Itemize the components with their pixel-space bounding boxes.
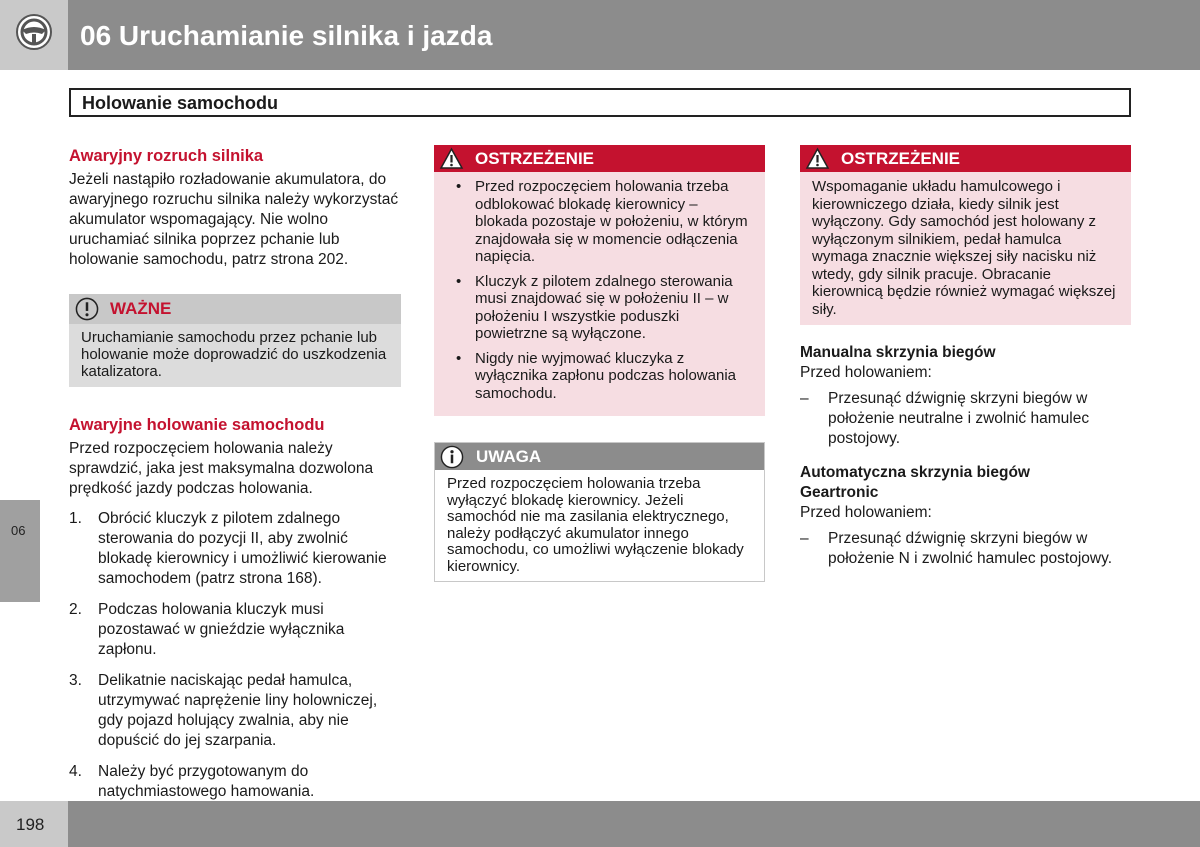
auto-intro: Przed holowaniem: (800, 504, 932, 521)
section-title: Holowanie samochodu (82, 93, 279, 113)
list-item: – Przesunąć dźwignię skrzyni biegów w położenie N i zwolnić hamulec postojowy. (800, 529, 1131, 569)
column-2 (434, 145, 765, 582)
info-icon (440, 445, 464, 469)
warning-triangle-icon (439, 147, 464, 170)
note-bar (435, 443, 764, 470)
step-text: Delikatnie naciskając pedał hamulca, utrzymywać naprężenie liny holowniczej, gdy pojazd holujący zwalnia, aby nie dopuścić do jej szarpania. (98, 672, 378, 749)
steering-wheel-icon (14, 12, 54, 52)
warning-body (434, 172, 765, 416)
warning-text: Wspomaganie układu hamulcowego i kierowniczego działa, kiedy silnik jest wyłączony. Gdy samochód jest holowany z wyłączonym silnikiem, pedał hamulca wymaga znacznie większej siły nacisku niż wtedy, gdy silnik pracuje. Obracanie kierownicą będzie również wymagać większej siły. (812, 178, 1116, 318)
towing-steps-list (69, 509, 401, 802)
column-1 (69, 146, 401, 813)
step-number: 2. (69, 601, 82, 618)
warning-bar (800, 145, 1131, 172)
important-bar (69, 294, 401, 324)
paragraph-emergency-towing: Przed rozpoczęciem holowania należy sprawdzić, jaka jest maksymalna dozwolona prędkość jazdy podczas holowania. (69, 440, 374, 497)
list-item (69, 509, 401, 589)
step-number: 4. (69, 763, 82, 780)
section-title-box (69, 88, 1131, 117)
step-text: Obrócić kluczyk z pilotem zdalnego sterowania do pozycji II, aby zwolnić blokadę kierownicy i umożliwić kierowanie samochodem (patrz strona 168). (98, 510, 387, 587)
note-text: Przed rozpoczęciem holowania trzeba wyłączyć blokadę kierownicy. Jeżeli samochód nie ma zasilania elektrycznego, należy podłączyć akumulator innego samochodu, co umożliwi wyłączenie blokady kierownicy. (447, 475, 744, 575)
auto-steps (800, 529, 1131, 569)
page-number: 198 (16, 815, 45, 834)
warning-triangle-icon (805, 147, 830, 170)
chapter-side-tab (0, 500, 40, 602)
warning-bar (434, 145, 765, 172)
column-3 (800, 145, 1131, 569)
heading-emergency-start: Awaryjny rozruch silnika (69, 147, 264, 165)
exclamation-icon (75, 297, 99, 321)
chapter-side-tab-label: 06 (11, 523, 26, 538)
list-item: – Przesunąć dźwignię skrzyni biegów w położenie neutralne i zwolnić hamulec postojowy. (800, 389, 1131, 449)
list-item (69, 600, 401, 660)
heading-manual-gearbox: Manualna skrzynia biegów (800, 344, 996, 361)
step-number: 3. (69, 672, 82, 689)
footer-bar (68, 801, 1200, 847)
warning-label: OSTRZEŻENIE (475, 149, 595, 168)
manual-intro: Przed holowaniem: (800, 364, 932, 381)
heading-automatic-gearbox: Automatyczna skrzynia biegów (800, 464, 1030, 481)
warning-label: OSTRZEŻENIE (841, 149, 961, 168)
manual-steps (800, 389, 1131, 449)
note-label: UWAGA (476, 447, 542, 466)
warning-box-1 (434, 145, 765, 416)
list-item (69, 671, 401, 751)
paragraph-emergency-start: Jeżeli nastąpiło rozładowanie akumulatora, do awaryjnego rozruchu silnika należy wykorzystać akumulator wspomagający. Nie wolno uruchamiać silnika poprzez pchanie lub holowanie samochodu, patrz strona 202. (69, 171, 399, 268)
step-number: 1. (69, 510, 82, 527)
step-text: Podczas holowania kluczyk musi pozostawać w gnieździe wyłącznika zapłonu. (98, 601, 345, 658)
important-box (69, 294, 401, 387)
step-text: Należy być przygotowanym do natychmiastowego hamowania. (98, 763, 315, 800)
chapter-title: 06 Uruchamianie silnika i jazda (80, 20, 493, 51)
note-box (434, 442, 765, 582)
important-text: Uruchamianie samochodu przez pchanie lub holowanie może doprowadzić do uszkodzenia katalizatora. (81, 329, 387, 380)
list-item: • Nigdy nie wyjmować kluczyka z wyłącznika zapłonu podczas holowania samochodu. (446, 350, 753, 403)
warning-list (446, 178, 753, 402)
list-item: • Kluczyk z pilotem zdalnego sterowania musi znajdować się w położeniu II – w położeniu I wszystkie poduszki powietrzne są wyłączone. (446, 273, 753, 343)
important-label: WAŻNE (110, 299, 172, 318)
list-item (69, 762, 401, 802)
warning-box-2 (800, 145, 1131, 325)
heading-geartronic: Geartronic (800, 484, 879, 501)
list-item: • Przed rozpoczęciem holowania trzeba odblokować blokadę kierownicy – blokada pozostaje w położeniu, w którym znajdowała się w momencie odłączenia napięcia. (446, 178, 753, 266)
heading-emergency-towing: Awaryjne holowanie samochodu (69, 416, 325, 434)
